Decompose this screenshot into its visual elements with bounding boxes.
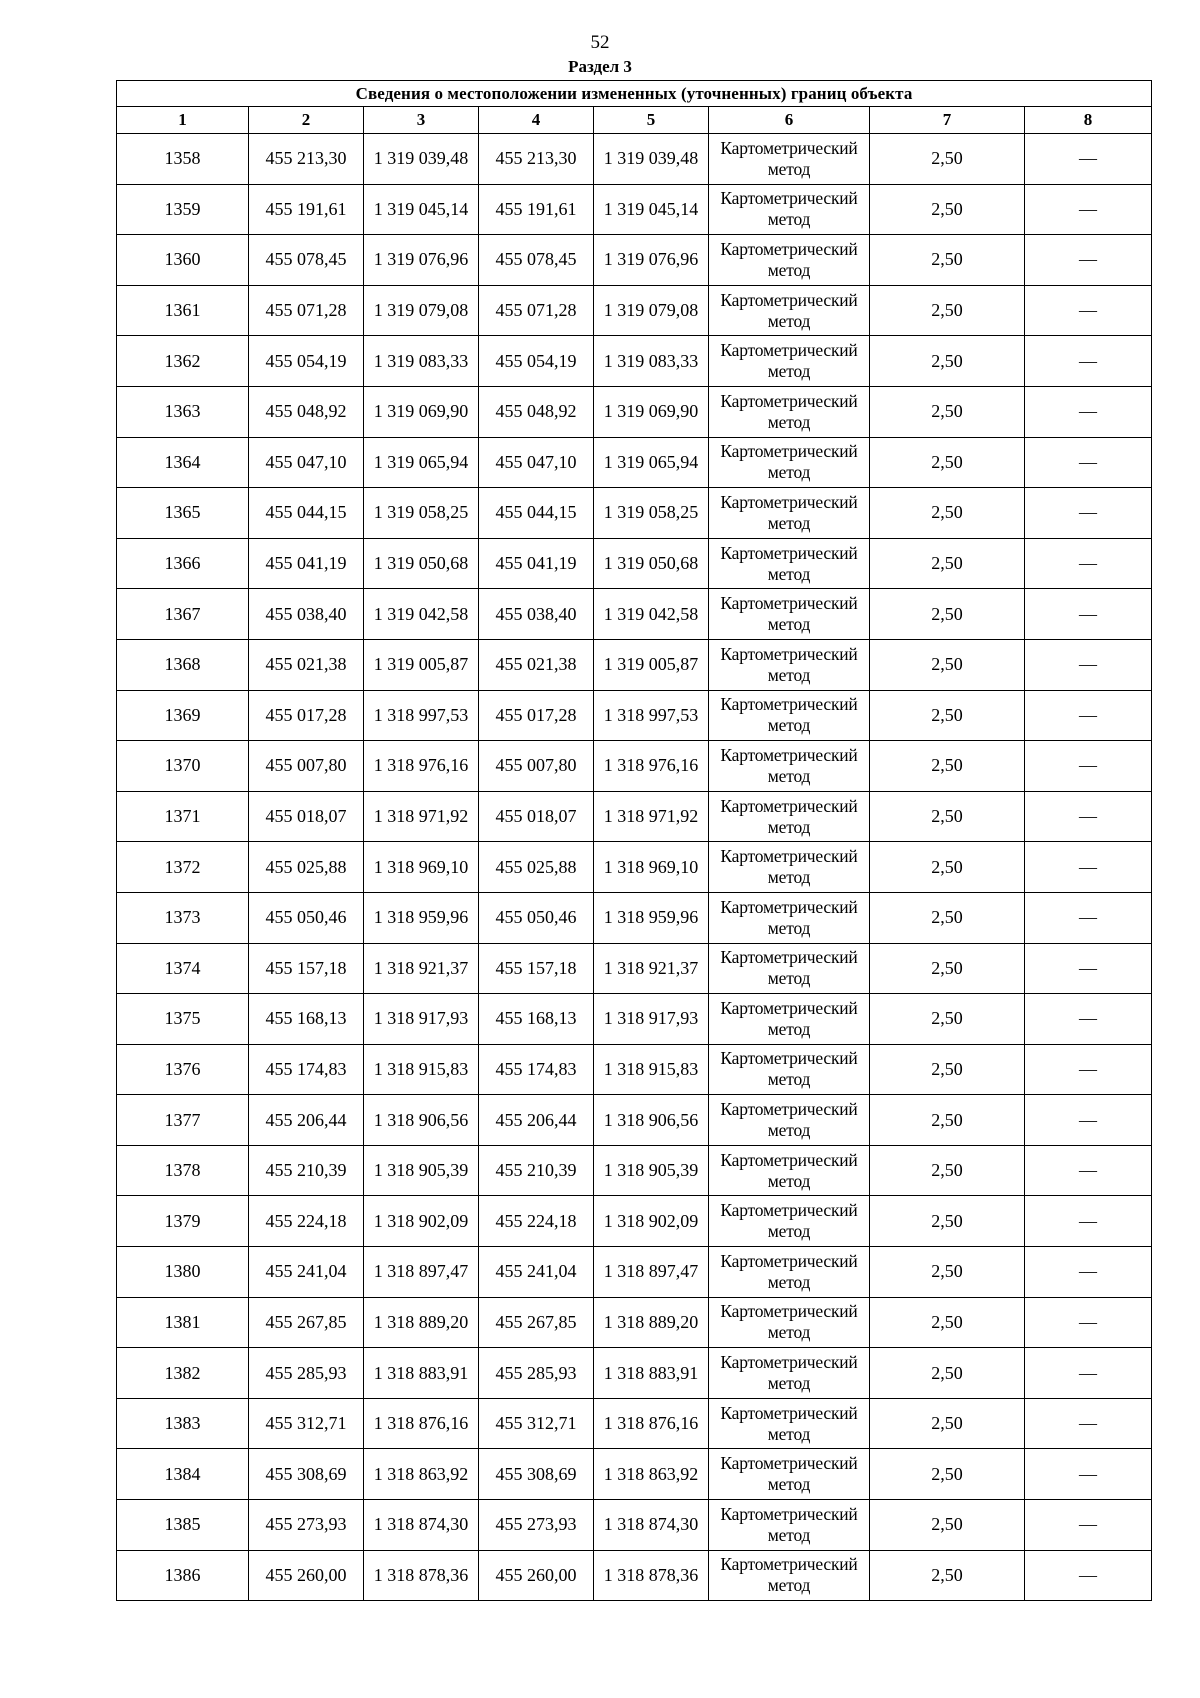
x-existing-cell: 455 050,46 <box>249 892 364 943</box>
section-title: Раздел 3 <box>568 57 632 76</box>
x-existing-cell: 455 047,10 <box>249 437 364 488</box>
note-cell: — <box>1025 1196 1152 1247</box>
x-refined-cell: 455 025,88 <box>479 842 594 893</box>
accuracy-cell: 2,50 <box>870 488 1025 539</box>
table-row <box>117 1297 1152 1348</box>
x-existing-cell: 455 054,19 <box>249 336 364 387</box>
x-refined-cell: 455 267,85 <box>479 1297 594 1348</box>
accuracy-cell: 2,50 <box>870 791 1025 842</box>
method-cell: Картометрический метод <box>709 1297 870 1348</box>
y-existing-cell: 1 319 079,08 <box>364 285 479 336</box>
method-cell: Картометрический метод <box>709 1145 870 1196</box>
y-refined-cell: 1 318 969,10 <box>594 842 709 893</box>
y-existing-cell: 1 318 969,10 <box>364 842 479 893</box>
note-cell: — <box>1025 1247 1152 1298</box>
table-row <box>117 1095 1152 1146</box>
column-number: 4 <box>479 107 594 134</box>
note-cell: — <box>1025 1044 1152 1095</box>
x-refined-cell: 455 071,28 <box>479 285 594 336</box>
table-row <box>117 1348 1152 1399</box>
x-refined-cell: 455 168,13 <box>479 994 594 1045</box>
accuracy-cell: 2,50 <box>870 639 1025 690</box>
point-number-cell: 1362 <box>117 336 249 387</box>
table-row <box>117 842 1152 893</box>
accuracy-cell: 2,50 <box>870 1247 1025 1298</box>
accuracy-cell: 2,50 <box>870 386 1025 437</box>
point-number-cell: 1360 <box>117 235 249 286</box>
y-existing-cell: 1 318 902,09 <box>364 1196 479 1247</box>
method-cell: Картометрический метод <box>709 1196 870 1247</box>
point-number-cell: 1375 <box>117 994 249 1045</box>
x-refined-cell: 455 007,80 <box>479 741 594 792</box>
table-row <box>117 943 1152 994</box>
table-row <box>117 184 1152 235</box>
x-existing-cell: 455 174,83 <box>249 1044 364 1095</box>
accuracy-cell: 2,50 <box>870 1348 1025 1399</box>
method-cell: Картометрический метод <box>709 1247 870 1298</box>
accuracy-cell: 2,50 <box>870 994 1025 1045</box>
point-number-cell: 1383 <box>117 1398 249 1449</box>
table-row <box>117 134 1152 185</box>
note-cell: — <box>1025 690 1152 741</box>
x-refined-cell: 455 312,71 <box>479 1398 594 1449</box>
note-cell: — <box>1025 791 1152 842</box>
x-refined-cell: 455 050,46 <box>479 892 594 943</box>
point-number-cell: 1361 <box>117 285 249 336</box>
accuracy-cell: 2,50 <box>870 184 1025 235</box>
point-number-cell: 1379 <box>117 1196 249 1247</box>
method-cell: Картометрический метод <box>709 538 870 589</box>
accuracy-cell: 2,50 <box>870 1145 1025 1196</box>
x-existing-cell: 455 038,40 <box>249 589 364 640</box>
method-cell: Картометрический метод <box>709 690 870 741</box>
y-refined-cell: 1 319 039,48 <box>594 134 709 185</box>
table-row <box>117 589 1152 640</box>
table-row <box>117 791 1152 842</box>
note-cell: — <box>1025 943 1152 994</box>
note-cell: — <box>1025 1398 1152 1449</box>
note-cell: — <box>1025 1348 1152 1399</box>
point-number-cell: 1365 <box>117 488 249 539</box>
x-refined-cell: 455 224,18 <box>479 1196 594 1247</box>
x-refined-cell: 455 213,30 <box>479 134 594 185</box>
table-row <box>117 1550 1152 1601</box>
accuracy-cell: 2,50 <box>870 134 1025 185</box>
x-existing-cell: 455 191,61 <box>249 184 364 235</box>
x-existing-cell: 455 267,85 <box>249 1297 364 1348</box>
x-existing-cell: 455 273,93 <box>249 1500 364 1551</box>
y-refined-cell: 1 318 863,92 <box>594 1449 709 1500</box>
accuracy-cell: 2,50 <box>870 1550 1025 1601</box>
y-refined-cell: 1 319 069,90 <box>594 386 709 437</box>
accuracy-cell: 2,50 <box>870 538 1025 589</box>
method-cell: Картометрический метод <box>709 1449 870 1500</box>
y-refined-cell: 1 318 905,39 <box>594 1145 709 1196</box>
y-existing-cell: 1 318 917,93 <box>364 994 479 1045</box>
y-refined-cell: 1 318 902,09 <box>594 1196 709 1247</box>
y-refined-cell: 1 318 917,93 <box>594 994 709 1045</box>
x-existing-cell: 455 021,38 <box>249 639 364 690</box>
y-existing-cell: 1 318 915,83 <box>364 1044 479 1095</box>
x-refined-cell: 455 191,61 <box>479 184 594 235</box>
column-number: 5 <box>594 107 709 134</box>
y-existing-cell: 1 318 905,39 <box>364 1145 479 1196</box>
y-existing-cell: 1 319 039,48 <box>364 134 479 185</box>
column-number: 1 <box>117 107 249 134</box>
y-refined-cell: 1 318 876,16 <box>594 1398 709 1449</box>
x-refined-cell: 455 018,07 <box>479 791 594 842</box>
point-number-cell: 1378 <box>117 1145 249 1196</box>
point-number-cell: 1376 <box>117 1044 249 1095</box>
note-cell: — <box>1025 639 1152 690</box>
method-cell: Картометрический метод <box>709 639 870 690</box>
accuracy-cell: 2,50 <box>870 336 1025 387</box>
x-refined-cell: 455 210,39 <box>479 1145 594 1196</box>
y-refined-cell: 1 318 915,83 <box>594 1044 709 1095</box>
x-refined-cell: 455 021,38 <box>479 639 594 690</box>
note-cell: — <box>1025 235 1152 286</box>
table-row <box>117 285 1152 336</box>
table-row <box>117 639 1152 690</box>
point-number-cell: 1368 <box>117 639 249 690</box>
x-refined-cell: 455 285,93 <box>479 1348 594 1399</box>
table-row <box>117 741 1152 792</box>
y-refined-cell: 1 318 883,91 <box>594 1348 709 1399</box>
x-existing-cell: 455 206,44 <box>249 1095 364 1146</box>
point-number-cell: 1363 <box>117 386 249 437</box>
x-refined-cell: 455 047,10 <box>479 437 594 488</box>
y-refined-cell: 1 319 058,25 <box>594 488 709 539</box>
x-existing-cell: 455 078,45 <box>249 235 364 286</box>
x-refined-cell: 455 038,40 <box>479 589 594 640</box>
y-refined-cell: 1 318 889,20 <box>594 1297 709 1348</box>
table-row <box>117 1398 1152 1449</box>
note-cell: — <box>1025 437 1152 488</box>
x-refined-cell: 455 308,69 <box>479 1449 594 1500</box>
x-refined-cell: 455 044,15 <box>479 488 594 539</box>
accuracy-cell: 2,50 <box>870 437 1025 488</box>
y-refined-cell: 1 319 005,87 <box>594 639 709 690</box>
method-cell: Картометрический метод <box>709 336 870 387</box>
y-existing-cell: 1 319 069,90 <box>364 386 479 437</box>
x-existing-cell: 455 224,18 <box>249 1196 364 1247</box>
note-cell: — <box>1025 1449 1152 1500</box>
table-row <box>117 1500 1152 1551</box>
y-refined-cell: 1 319 079,08 <box>594 285 709 336</box>
table-row <box>117 1196 1152 1247</box>
x-refined-cell: 455 078,45 <box>479 235 594 286</box>
column-number: 8 <box>1025 107 1152 134</box>
x-refined-cell: 455 241,04 <box>479 1247 594 1298</box>
y-refined-cell: 1 318 976,16 <box>594 741 709 792</box>
x-existing-cell: 455 157,18 <box>249 943 364 994</box>
method-cell: Картометрический метод <box>709 134 870 185</box>
table-row <box>117 1449 1152 1500</box>
x-refined-cell: 455 048,92 <box>479 386 594 437</box>
point-number-cell: 1384 <box>117 1449 249 1500</box>
y-refined-cell: 1 318 897,47 <box>594 1247 709 1298</box>
x-refined-cell: 455 157,18 <box>479 943 594 994</box>
x-refined-cell: 455 273,93 <box>479 1500 594 1551</box>
accuracy-cell: 2,50 <box>870 235 1025 286</box>
y-existing-cell: 1 318 889,20 <box>364 1297 479 1348</box>
note-cell: — <box>1025 589 1152 640</box>
y-existing-cell: 1 319 042,58 <box>364 589 479 640</box>
point-number-cell: 1371 <box>117 791 249 842</box>
note-cell: — <box>1025 336 1152 387</box>
point-number-cell: 1374 <box>117 943 249 994</box>
point-number-cell: 1372 <box>117 842 249 893</box>
accuracy-cell: 2,50 <box>870 892 1025 943</box>
method-cell: Картометрический метод <box>709 1398 870 1449</box>
note-cell: — <box>1025 538 1152 589</box>
coordinates-table <box>116 80 1152 1601</box>
point-number-cell: 1385 <box>117 1500 249 1551</box>
note-cell: — <box>1025 1297 1152 1348</box>
accuracy-cell: 2,50 <box>870 943 1025 994</box>
x-refined-cell: 455 174,83 <box>479 1044 594 1095</box>
method-cell: Картометрический метод <box>709 741 870 792</box>
x-existing-cell: 455 041,19 <box>249 538 364 589</box>
y-refined-cell: 1 318 921,37 <box>594 943 709 994</box>
y-existing-cell: 1 318 883,91 <box>364 1348 479 1399</box>
note-cell: — <box>1025 184 1152 235</box>
method-cell: Картометрический метод <box>709 386 870 437</box>
x-refined-cell: 455 017,28 <box>479 690 594 741</box>
method-cell: Картометрический метод <box>709 184 870 235</box>
method-cell: Картометрический метод <box>709 1095 870 1146</box>
y-existing-cell: 1 318 971,92 <box>364 791 479 842</box>
note-cell: — <box>1025 1095 1152 1146</box>
point-number-cell: 1369 <box>117 690 249 741</box>
point-number-cell: 1364 <box>117 437 249 488</box>
method-cell: Картометрический метод <box>709 1500 870 1551</box>
method-cell: Картометрический метод <box>709 1348 870 1399</box>
note-cell: — <box>1025 134 1152 185</box>
note-cell: — <box>1025 1500 1152 1551</box>
y-existing-cell: 1 319 045,14 <box>364 184 479 235</box>
note-cell: — <box>1025 892 1152 943</box>
method-cell: Картометрический метод <box>709 488 870 539</box>
x-existing-cell: 455 025,88 <box>249 842 364 893</box>
y-existing-cell: 1 318 906,56 <box>364 1095 479 1146</box>
method-cell: Картометрический метод <box>709 1550 870 1601</box>
x-refined-cell: 455 054,19 <box>479 336 594 387</box>
note-cell: — <box>1025 741 1152 792</box>
accuracy-cell: 2,50 <box>870 1500 1025 1551</box>
table-row <box>117 892 1152 943</box>
x-refined-cell: 455 206,44 <box>479 1095 594 1146</box>
y-refined-cell: 1 318 906,56 <box>594 1095 709 1146</box>
accuracy-cell: 2,50 <box>870 1449 1025 1500</box>
accuracy-cell: 2,50 <box>870 1044 1025 1095</box>
x-existing-cell: 455 210,39 <box>249 1145 364 1196</box>
point-number-cell: 1359 <box>117 184 249 235</box>
y-existing-cell: 1 319 076,96 <box>364 235 479 286</box>
y-refined-cell: 1 318 997,53 <box>594 690 709 741</box>
y-existing-cell: 1 318 997,53 <box>364 690 479 741</box>
point-number-cell: 1370 <box>117 741 249 792</box>
accuracy-cell: 2,50 <box>870 1398 1025 1449</box>
column-number-row <box>117 107 1152 134</box>
table-row <box>117 235 1152 286</box>
y-existing-cell: 1 319 083,33 <box>364 336 479 387</box>
y-existing-cell: 1 318 976,16 <box>364 741 479 792</box>
method-cell: Картометрический метод <box>709 943 870 994</box>
method-cell: Картометрический метод <box>709 285 870 336</box>
y-refined-cell: 1 319 083,33 <box>594 336 709 387</box>
x-existing-cell: 455 285,93 <box>249 1348 364 1399</box>
x-existing-cell: 455 312,71 <box>249 1398 364 1449</box>
accuracy-cell: 2,50 <box>870 589 1025 640</box>
table-row <box>117 1145 1152 1196</box>
point-number-cell: 1377 <box>117 1095 249 1146</box>
column-number: 7 <box>870 107 1025 134</box>
y-existing-cell: 1 318 921,37 <box>364 943 479 994</box>
x-existing-cell: 455 071,28 <box>249 285 364 336</box>
y-refined-cell: 1 319 065,94 <box>594 437 709 488</box>
accuracy-cell: 2,50 <box>870 1095 1025 1146</box>
column-number: 3 <box>364 107 479 134</box>
accuracy-cell: 2,50 <box>870 1297 1025 1348</box>
x-existing-cell: 455 017,28 <box>249 690 364 741</box>
x-existing-cell: 455 048,92 <box>249 386 364 437</box>
y-existing-cell: 1 319 005,87 <box>364 639 479 690</box>
y-refined-cell: 1 319 042,58 <box>594 589 709 640</box>
x-existing-cell: 455 018,07 <box>249 791 364 842</box>
column-number: 2 <box>249 107 364 134</box>
y-refined-cell: 1 319 050,68 <box>594 538 709 589</box>
table-row <box>117 994 1152 1045</box>
x-existing-cell: 455 241,04 <box>249 1247 364 1298</box>
accuracy-cell: 2,50 <box>870 741 1025 792</box>
note-cell: — <box>1025 1145 1152 1196</box>
y-existing-cell: 1 318 863,92 <box>364 1449 479 1500</box>
y-refined-cell: 1 318 874,30 <box>594 1500 709 1551</box>
table-row <box>117 336 1152 387</box>
column-number: 6 <box>709 107 870 134</box>
y-existing-cell: 1 318 878,36 <box>364 1550 479 1601</box>
note-cell: — <box>1025 488 1152 539</box>
note-cell: — <box>1025 285 1152 336</box>
table-row <box>117 538 1152 589</box>
method-cell: Картометрический метод <box>709 235 870 286</box>
point-number-cell: 1381 <box>117 1297 249 1348</box>
table-row <box>117 1247 1152 1298</box>
method-cell: Картометрический метод <box>709 589 870 640</box>
table-caption: Сведения о местоположении измененных (уточненных) границ объекта <box>117 81 1152 107</box>
method-cell: Картометрический метод <box>709 994 870 1045</box>
x-existing-cell: 455 260,00 <box>249 1550 364 1601</box>
note-cell: — <box>1025 842 1152 893</box>
method-cell: Картометрический метод <box>709 842 870 893</box>
point-number-cell: 1382 <box>117 1348 249 1399</box>
y-refined-cell: 1 318 878,36 <box>594 1550 709 1601</box>
x-existing-cell: 455 308,69 <box>249 1449 364 1500</box>
x-existing-cell: 455 007,80 <box>249 741 364 792</box>
y-existing-cell: 1 318 959,96 <box>364 892 479 943</box>
y-existing-cell: 1 318 874,30 <box>364 1500 479 1551</box>
table-row <box>117 690 1152 741</box>
point-number-cell: 1380 <box>117 1247 249 1298</box>
table-row <box>117 488 1152 539</box>
y-existing-cell: 1 318 876,16 <box>364 1398 479 1449</box>
table-row <box>117 1044 1152 1095</box>
accuracy-cell: 2,50 <box>870 690 1025 741</box>
method-cell: Картометрический метод <box>709 437 870 488</box>
x-existing-cell: 455 168,13 <box>249 994 364 1045</box>
x-existing-cell: 455 213,30 <box>249 134 364 185</box>
y-refined-cell: 1 319 045,14 <box>594 184 709 235</box>
x-existing-cell: 455 044,15 <box>249 488 364 539</box>
y-existing-cell: 1 318 897,47 <box>364 1247 479 1298</box>
point-number-cell: 1373 <box>117 892 249 943</box>
note-cell: — <box>1025 386 1152 437</box>
accuracy-cell: 2,50 <box>870 1196 1025 1247</box>
x-refined-cell: 455 041,19 <box>479 538 594 589</box>
table-row <box>117 386 1152 437</box>
y-existing-cell: 1 319 058,25 <box>364 488 479 539</box>
accuracy-cell: 2,50 <box>870 285 1025 336</box>
y-refined-cell: 1 318 959,96 <box>594 892 709 943</box>
note-cell: — <box>1025 1550 1152 1601</box>
page-number: 52 <box>590 32 610 53</box>
y-refined-cell: 1 319 076,96 <box>594 235 709 286</box>
y-existing-cell: 1 319 050,68 <box>364 538 479 589</box>
method-cell: Картометрический метод <box>709 892 870 943</box>
note-cell: — <box>1025 994 1152 1045</box>
method-cell: Картометрический метод <box>709 791 870 842</box>
table-row <box>117 437 1152 488</box>
point-number-cell: 1358 <box>117 134 249 185</box>
point-number-cell: 1366 <box>117 538 249 589</box>
y-existing-cell: 1 319 065,94 <box>364 437 479 488</box>
accuracy-cell: 2,50 <box>870 842 1025 893</box>
point-number-cell: 1367 <box>117 589 249 640</box>
method-cell: Картометрический метод <box>709 1044 870 1095</box>
y-refined-cell: 1 318 971,92 <box>594 791 709 842</box>
x-refined-cell: 455 260,00 <box>479 1550 594 1601</box>
point-number-cell: 1386 <box>117 1550 249 1601</box>
